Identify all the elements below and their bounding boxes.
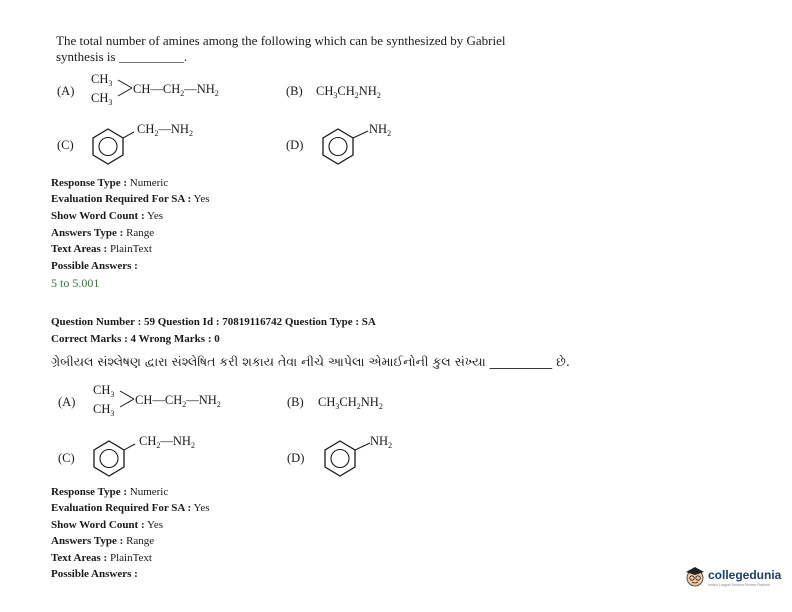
q2-option-c-benzene-ring [91,438,137,478]
q2-marks: Correct Marks : 4 Wrong Marks : 0 [51,333,220,345]
q1-option-d-substituent: $NH_2$ [369,122,392,138]
logo-tagline: India's Largest Student Review Platform [708,583,771,587]
q1-text-line1: The total number of amines among the following which can be synthesized by Gabriel [56,33,506,48]
q1-option-c-substituent: $CH_2—NH_2$ [137,122,193,138]
q1-option-b-formula: $CH_3CH_2NH_2$ [316,84,381,100]
q1-text-line2: synthesis is __________. [56,49,188,64]
q1-answers-type: Answers Type : Range [51,227,155,239]
q1-option-a-ch3-bottom: $CH_3$ [91,91,113,107]
q1-option-a-chain: $CH—CH_2—NH_2$ [133,82,219,98]
q2-text-areas: Text Areas : PlainText [51,552,152,564]
logo-mascot-icon [684,565,706,589]
q1-option-d-benzene-ring [320,126,372,166]
q2-header: Question Number : 59 Question Id : 70819116742 Question Type : SA [51,316,376,328]
q1-show-word-count: Show Word Count : Yes [51,210,163,222]
q1-option-c-label: (C) [57,138,74,152]
q1-option-d-label: (D) [286,138,304,152]
q1-option-a-label: (A) [57,84,75,98]
q2-option-a-chain: $CH—CH_2—NH_2$ [135,393,221,409]
q2-response-type: Response Type : Numeric [51,486,169,498]
logo-wordmark: collegedunia [708,568,782,582]
q1-option-b-label: (B) [286,84,303,98]
q2-option-b-label: (B) [287,395,304,409]
q2-option-d-benzene-ring [322,438,374,478]
q2-evaluation-required: Evaluation Required For SA : Yes [51,502,210,514]
collegedunia-logo [684,565,784,591]
q2-option-c-label: (C) [58,451,75,465]
q1-text-areas: Text Areas : PlainText [51,243,152,255]
q2-question-text-gujarati: ગ્રેબીયલ સંશ્લેષણ દ્વારા સંશ્લેષિત કરી શકાય તેવા નીચે આપેલા એમાઈનોની કુલ સંખ્યા __________ છે. [51,354,570,369]
q2-option-c-substituent: $CH_2—NH_2$ [139,434,195,450]
q2-show-word-count: Show Word Count : Yes [51,519,163,531]
q2-possible-answers-label: Possible Answers : [51,568,138,580]
q2-option-d-label: (D) [287,451,305,465]
q1-response-type: Response Type : Numeric [51,177,169,189]
q2-option-b-formula: $CH_3CH_2NH_2$ [318,395,383,411]
q2-option-a-ch3-top: $CH_3$ [93,383,115,399]
q2-option-d-substituent: $NH_2$ [370,434,393,450]
q1-evaluation-required: Evaluation Required For SA : Yes [51,193,210,205]
q2-option-a-label: (A) [58,395,76,409]
q2-option-a-ch3-bottom: $CH_3$ [93,402,115,418]
q2-answers-type: Answers Type : Range [51,535,155,547]
q1-possible-answer-value: 5 to 5.001 [51,276,100,290]
q1-possible-answers-label: Possible Answers : [51,260,138,272]
q1-option-c-benzene-ring [90,126,136,166]
q1-option-a-ch3-top: $CH_3$ [91,72,113,88]
